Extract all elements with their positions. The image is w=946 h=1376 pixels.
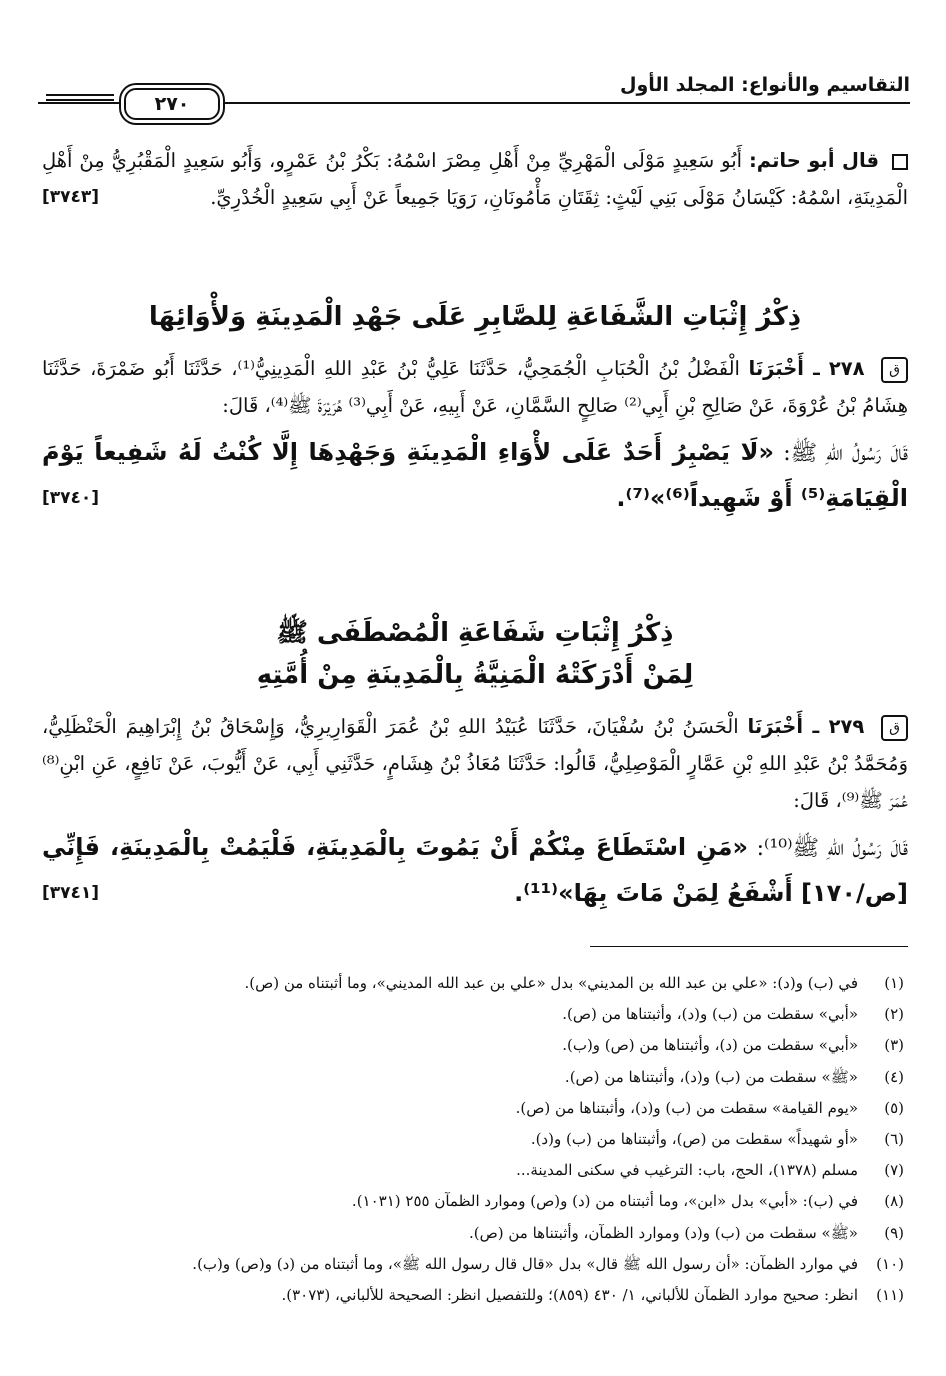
footnote-number: (١) — [884, 974, 904, 992]
hadith-isnad: الْحَسَنُ بْنُ سُفْيَانَ، حَدَّثَنَا عُبَيْدُ اللهِ بْنُ عُمَرَ الْقَوَارِيرِيُّ، وَإِسْحَاقُ بْنُ إِبْرَاهِيمَ الْحَنْظَلِيُّ، وَمُحَمَّدُ بْنُ عَبْدِ اللهِ بْنِ عَمَّارٍ الْمَوْصِلِيُّ، قَالُوا: حَدَّثَنَا مُعَاذُ بْنُ هِشَامٍ، حَدَّثَنِي أَبِي، عَنْ أَيُّوبَ، عَنْ نَافِعٍ، عَنِ ابْنِ⁽⁸⁾ عُمَرَ ﷺ⁽⁹⁾، قَالَ: — [42, 715, 908, 812]
footnote-number: (٩) — [884, 1223, 904, 1242]
footnote-text: في موارد الظمآن: «أن رسول الله ﷺ قال» بدل «قال قال رسول الله ﷺ»، وما أثبتناه من (د) و(ص) و(ب). — [192, 1254, 858, 1273]
footnote-text: «يوم القيامة» سقطت من (ب) و(د)، وأثبتناها من (ص). — [515, 1098, 858, 1117]
footnote-text: انظر: صحيح موارد الظمآن للألباني، ١/ ٤٣٠ (٨٥٩)؛ وللتفصيل انظر: الصحيحة للألباني، (٣٠٧٣). — [281, 1286, 858, 1305]
hadith-278 — [42, 350, 908, 522]
page-header — [38, 72, 910, 134]
footnote-text: «أبي» سقطت من (د)، وأثبتناها من (ص) و(ب). — [562, 1036, 858, 1055]
footnote-number: (٣) — [884, 1036, 904, 1055]
footnote — [42, 1186, 904, 1217]
footnote-text: «ﷺ» سقطت من (ب) و(د) وموارد الظمآن، وأثبتناها من (ص). — [468, 1223, 858, 1242]
hadith-279 — [42, 708, 908, 917]
footnote — [42, 1249, 904, 1280]
section1-heading: ذِكْرُ إِثْبَاتِ الشَّفَاعَةِ لِلصَّابِرِ عَلَى جَهْدِ الْمَدِينَةِ وَلأْوَائِهَا — [148, 302, 802, 332]
footnote — [42, 999, 904, 1030]
page-number: ٢٧٠ — [124, 88, 220, 120]
footnote-number: (٥) — [884, 1098, 904, 1117]
footnote-number: (٤) — [884, 1067, 904, 1086]
section2-heading-line1: ذِكْرُ إِثْبَاتِ شَفَاعَةِ الْمُصْطَفَى ﷺ — [276, 618, 674, 648]
intro-paragraph — [42, 142, 908, 216]
footnote-divider — [590, 946, 908, 947]
footnote-text: «ﷺ» سقطت من (ب) و(د)، وأثبتناها من (ص). — [564, 1067, 858, 1086]
header-rule-left-2 — [46, 99, 114, 101]
footnote-text: «أو شهيداً» سقطت من (ص)، وأثبتناها من (ب) و(د). — [530, 1130, 858, 1149]
footnote — [42, 1062, 904, 1093]
footnote-number: (٨) — [884, 1192, 904, 1211]
footnote — [42, 1093, 904, 1124]
footnotes — [42, 968, 904, 1311]
footnote-number: (١٠) — [876, 1254, 904, 1273]
hadith-ref: [٣٧٤٠] — [42, 488, 100, 508]
intro-text: أَبُو سَعِيدٍ مَوْلَى الْمَهْرِيِّ مِنْ أَهْلِ مِصْرَ اسْمُهُ: بَكْرُ بْنُ عَمْرٍو، وَأَبُو سَعِيدٍ الْمَقْبُرِيُّ مِنْ أَهْلِ الْمَدِينَةِ، اسْمُهُ: كَيْسَانُ مَوْلَى بَنِي لَيْثٍ: ثِقَتَانِ مَأْمُونَانِ، رَوَيَا جَمِيعاً عَنْ أَبِي سَعِيدٍ الْخُدْرِيِّ. — [42, 149, 908, 209]
footnote — [42, 1155, 904, 1186]
hadith-badge: ق — [881, 715, 908, 741]
intro-lead: قال أبو حاتم: — [748, 149, 880, 172]
footnote — [42, 968, 904, 999]
footnote-number: (٢) — [884, 1005, 904, 1024]
hadith-ref: [٣٧٤١] — [42, 883, 100, 903]
square-bullet-icon — [892, 154, 908, 170]
footnote-number: (١١) — [876, 1286, 904, 1305]
hadith-badge: ق — [881, 357, 908, 383]
matn-text: «مَنِ اسْتَطَاعَ مِنْكُمْ أَنْ يَمُوتَ بِالْمَدِينَةِ، فَلْيَمُتْ بِالْمَدِينَةِ، فَإِنِّي [ص/١٧٠] أَشْفَعُ لِمَنْ مَاتَ بِهَا»⁽¹¹⁾. — [42, 833, 908, 907]
footnote-text: في (ب) و(د): «علي بن عبد الله بن المديني» بدل «علي بن عبد الله المديني»، وما أثبتناه من (ص). — [244, 974, 858, 992]
footnote — [42, 1218, 904, 1249]
hadith-isnad: الْفَضْلُ بْنُ الْحُبَابِ الْجُمَحِيُّ، حَدَّثَنَا عَلِيُّ بْنُ عَبْدِ اللهِ الْمَدِينِيُّ⁽¹⁾، حَدَّثَنَا أَبُو ضَمْرَةَ، حَدَّثَنَا هِشَامُ بْنُ عُرْوَةَ، عَنْ صَالِحِ بْنِ أَبِي⁽²⁾ صَالِحٍ السَّمَّانِ، عَنْ أَبِيهِ، عَنْ أَبِي⁽³⁾ هُرَيْرَةَ ﷺ⁽⁴⁾، قَالَ: — [42, 357, 908, 417]
section2-heading-line2: لِمَنْ أَدْرَكَتْهُ الْمَنِيَّةُ بِالْمَدِينَةِ مِنْ أُمَّتِهِ — [256, 660, 694, 690]
running-title: التقاسيم والأنواع: المجلد الأول — [619, 74, 910, 96]
hadith-number: ٢٧٩ ـ أَخْبَرَنَا — [747, 715, 865, 738]
intro-ref: [٣٧٤٣] — [42, 187, 100, 207]
matn-intro: قَالَ رَسُولُ اللهِ ﷺ: — [783, 441, 909, 466]
footnote — [42, 1030, 904, 1061]
section2-heading — [42, 612, 908, 696]
footnote-text: «أبي» سقطت من (ب) و(د)، وأثبتناها من (ص). — [562, 1005, 858, 1024]
matn-intro: قَالَ رَسُولُ اللهِ ﷺ⁽¹⁰⁾: — [756, 836, 908, 861]
footnote — [42, 1124, 904, 1155]
footnote — [42, 1280, 904, 1311]
footnote-text: مسلم (١٣٧٨)، الحج، باب: الترغيب في سكنى المدينة... — [516, 1161, 858, 1180]
footnote-number: (٧) — [884, 1161, 904, 1180]
footnote-text: في (ب): «أبي» بدل «ابن»، وما أثبتناه من (د) و(ص) وموارد الظمآن ٢٥٥ (١٠٣١). — [351, 1192, 858, 1211]
hadith-number: ٢٧٨ ـ أَخْبَرَنَا — [748, 357, 865, 380]
matn-text: «لَا يَصْبِرُ أَحَدٌ عَلَى لأْوَاءِ الْمَدِينَةِ وَجَهْدِهَا إِلَّا كُنْتُ لَهُ شَفِيعاً يَوْمَ الْقِيَامَةِ⁽⁵⁾ أَوْ شَهِيداً⁽⁶⁾»⁽⁷⁾. — [42, 438, 908, 512]
footnote-number: (٦) — [884, 1130, 904, 1149]
header-rule-left-1 — [46, 94, 114, 96]
